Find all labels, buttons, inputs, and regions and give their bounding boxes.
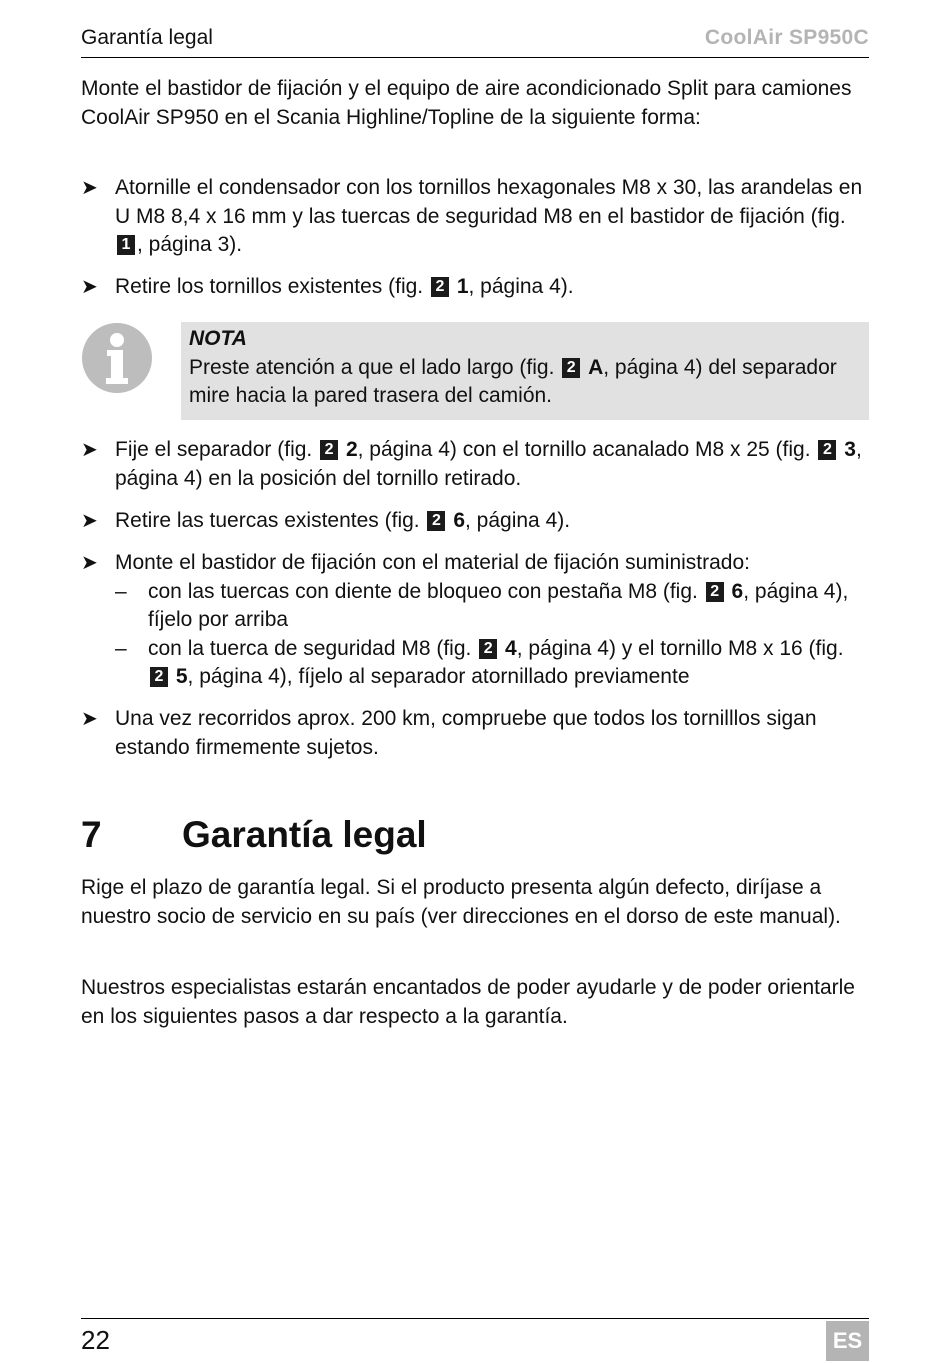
step-text: Retire las tuercas existentes (fig. 2 6, página 4). xyxy=(115,509,571,532)
step-text: Atornille el condensador con los tornillos hexagonales M8 x 30, las arandelas en U M8 8,4 x 16 mm y las tuercas de seguridad M8 en el bastidor de fijación (fig. 1 , página 3). xyxy=(115,176,863,256)
language-badge: ES xyxy=(826,1321,869,1361)
dash-bullet: – xyxy=(115,579,127,603)
dash-bullet: – xyxy=(115,636,127,660)
note-title: NOTA xyxy=(189,327,247,350)
figure-ref-badge: 2 xyxy=(431,277,449,297)
sub-item-text: con las tuercas con diente de bloqueo con pestaña M8 (fig. 2 6, página 4), fíjelo por arriba xyxy=(148,579,849,631)
arrow-bullet-icon: ➤ xyxy=(81,510,98,532)
step-text: Retire los tornillos existentes (fig. 2 1, página 4). xyxy=(115,275,574,298)
sub-list-item xyxy=(115,635,869,692)
header-section-title: Garantía legal xyxy=(81,26,213,49)
arrow-bullet-icon: ➤ xyxy=(81,177,98,199)
arrow-bullet-icon: ➤ xyxy=(81,708,98,730)
figure-ref-badge: 2 xyxy=(320,440,338,460)
info-icon xyxy=(81,322,153,394)
figure-ref-badge: 2 xyxy=(427,511,445,531)
step-text: Monte el bastidor de fijación con el material de fijación suministrado: xyxy=(115,551,750,574)
figure-ref-badge: 1 xyxy=(117,235,135,255)
page-footer xyxy=(81,1318,869,1363)
section-title: Garantía legal xyxy=(182,814,427,855)
page-header xyxy=(81,24,869,58)
figure-ref-badge: 2 xyxy=(706,582,724,602)
intro-paragraph: Monte el bastidor de fijación y el equipo de aire acondicionado Split para camiones CoolAir SP950 en el Scania Highline/Topline de la siguiente forma: xyxy=(81,77,852,129)
section-number: 7 xyxy=(81,814,102,855)
paragraph: Nuestros especialistas estarán encantados de poder ayudarle y de poder orientarle en los siguientes pasos a dar respecto a la garantía. xyxy=(81,976,855,1028)
figure-ref-badge: 2 xyxy=(818,440,836,460)
sub-item-text: con la tuerca de seguridad M8 (fig. 2 4, página 4) y el tornillo M8 x 16 (fig. 2 5, página 4), fíjelo al separador atornillado previamente xyxy=(148,636,844,688)
note-block xyxy=(81,322,869,420)
note-text: Preste atención a que el lado largo (fig. 2 A, página 4) del separador mire hacia la pared trasera del camión. xyxy=(189,355,837,407)
arrow-bullet-icon: ➤ xyxy=(81,276,98,298)
note-box xyxy=(181,322,869,420)
page-number: 22 xyxy=(81,1325,110,1355)
step-item xyxy=(81,507,869,536)
paragraph: Rige el plazo de garantía legal. Si el producto presenta algún defecto, diríjase a nuestro socio de servicio en su país (ver direcciones en el dorso de este manual). xyxy=(81,876,841,928)
step-item xyxy=(81,549,869,692)
header-product-name: CoolAir SP950C xyxy=(704,26,869,49)
step-item xyxy=(81,705,869,762)
figure-ref-badge: 2 xyxy=(562,358,580,378)
arrow-bullet-icon: ➤ xyxy=(81,552,98,574)
figure-ref-badge: 2 xyxy=(479,639,497,659)
figure-ref-badge: 2 xyxy=(150,667,168,687)
arrow-bullet-icon: ➤ xyxy=(81,439,98,461)
section-heading xyxy=(81,814,869,859)
step-item xyxy=(81,174,869,260)
step-text: Una vez recorridos aprox. 200 km, compruebe que todos los tornilllos sigan estando firmemente sujetos. xyxy=(115,707,817,759)
step-item xyxy=(81,273,869,302)
step-item xyxy=(81,436,869,493)
step-text: Fije el separador (fig. 2 2, página 4) con el tornillo acanalado M8 x 25 (fig. 2 3, página 4) en la posición del tornillo retirado. xyxy=(115,438,862,490)
sub-list-item xyxy=(115,578,869,635)
